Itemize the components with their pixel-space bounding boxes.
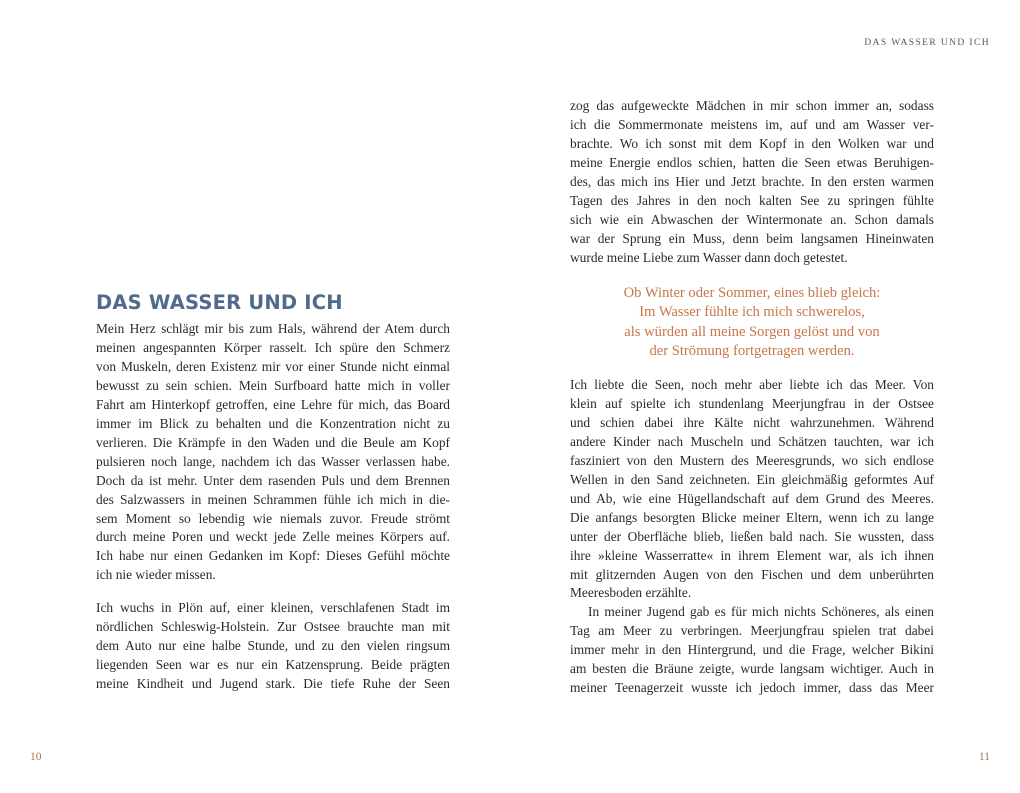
- text-line: Ich habe nur einen Gedanken im Kopf: Dieses Gefühl möchte: [96, 548, 450, 564]
- text-line: Mein Herz schlägt mir bis zum Hals, während der Atem durch: [96, 321, 450, 336]
- running-head: DAS WASSER UND ICH: [864, 38, 990, 48]
- text-line: pulsieren noch lange, nachdem ich das Wasser verlassen habe.: [96, 453, 450, 469]
- body-paragraph: [570, 376, 934, 698]
- text-line: fasziniert von den Mustern des Meeresgrunds, wo sich endlose: [570, 452, 934, 468]
- text-line: bewusst zu sein schien. Mein Surfboard hatte mich in voller: [96, 377, 450, 393]
- text-line: meiner Teenagerzeit wusste ich jedoch immer, dass das Meer: [570, 680, 934, 696]
- text-line: Doch da ist mehr. Unter dem rasenden Puls und dem Brennen: [96, 472, 450, 488]
- text-line: wurde meine Liebe zum Wasser dann doch getestet.: [570, 249, 848, 265]
- text-line: von Muskeln, deren Existenz mir vor einer Stunde nicht einmal: [96, 358, 450, 374]
- quote-line: der Strömung fortgetragen werden.: [649, 342, 855, 359]
- text-line: immer im Blick zu behalten und die Konzentration nicht zu: [96, 415, 450, 431]
- text-line: ihre »kleine Wasserratte« in ihrem Element war, als ich ihnen: [570, 547, 934, 563]
- text-line: unter der Oberfläche blieb, ließen bald nach. Sie wussten, dass: [570, 528, 934, 544]
- body-paragraph: [96, 320, 450, 585]
- text-line: Die anfangs besorgten Blicke meiner Eltern, wenn ich zu lange: [570, 509, 934, 525]
- pull-quote: [570, 284, 934, 361]
- right-page: [510, 0, 1020, 793]
- text-line: Tagen des Jahres in den noch kalten See zu springen fühlte: [570, 192, 934, 208]
- text-line: liegenden Seen war es nur ein Katzensprung. Beide prägten: [96, 656, 450, 672]
- quote-line: Ob Winter oder Sommer, eines blieb gleich:: [623, 285, 881, 301]
- text-line: dem Auto nur eine halbe Stunde, und zu den vielen ringsum: [96, 637, 450, 653]
- text-line: Wellen in den Sand zeichneten. Ein gleichmäßig geformtes Auf: [570, 471, 934, 487]
- text-line: ich die Sommermonate meistens im, auf und am Wasser ver-: [570, 116, 934, 132]
- text-line: nördlichen Schleswig-Holstein. Zur Ostsee brauchte man mit: [96, 618, 450, 634]
- text-line: Ich wuchs in Plön auf, einer kleinen, verschlafenen Stadt im: [96, 600, 450, 615]
- chapter-title: DAS WASSER UND ICH: [96, 291, 343, 314]
- text-line: andere Kinder nach Muscheln und Schätzen tauchten, war ich: [570, 433, 934, 449]
- text-line: und schien dabei ihre Kälte nicht wahrzunehmen. Während: [570, 414, 934, 430]
- text-line: meine Energie endlos schien, hatten die Seen etwas Beruhigen-: [570, 154, 934, 170]
- text-line: Fahrt am Hinterkopf getroffen, eine Lehre für mich, das Board: [96, 396, 450, 412]
- text-line: des Salzwassers in meinen Schrammen fühle ich mich in die-: [96, 491, 450, 507]
- quote-line: Im Wasser fühlte ich mich schwerelos,: [639, 304, 865, 321]
- text-line: und Ab, wie eine Hügellandschaft auf dem Grund des Meeres.: [570, 490, 934, 506]
- text-line: klein auf spielte ich stundenlang Meerjungfrau in der Ostsee: [570, 395, 934, 411]
- text-line: verlieren. Die Krämpfe in den Waden und die Beule am Kopf: [96, 434, 450, 450]
- text-line: meinen angespannten Körper rasselt. Ich spüre den Schmerz: [96, 339, 450, 355]
- text-line: immer mehr in den Hintergrund, und die Frage, welcher Bikini: [570, 642, 934, 658]
- text-line: am besten die Bräune zeigte, wurde langsam wichtiger. Auch in: [570, 661, 934, 677]
- text-line: war der Sprung ein Muss, denn beim langsamen Hineinwaten: [570, 230, 934, 246]
- text-line: durch meine Poren und weckt jede Zelle meines Körpers auf.: [96, 529, 450, 545]
- quote-line: als würden all meine Sorgen gelöst und von: [624, 323, 880, 340]
- text-line: sem Moment so lebendig wie niemals zuvor. Freude strömt: [96, 510, 450, 526]
- text-line: Meeresboden erzählte.: [570, 585, 692, 601]
- text-line: mit glitzernden Augen von den Fischen und dem unberührten: [570, 566, 934, 582]
- text-line: zog das aufgeweckte Mädchen in mir schon immer an, sodass: [570, 98, 934, 113]
- page-number: 11: [978, 751, 990, 763]
- text-line: des, das mich ins Hier und Jetzt brachte. In den ersten warmen: [570, 173, 934, 189]
- text-line: brachte. Wo ich sonst mit dem Kopf in den Wolken war und: [570, 135, 934, 151]
- text-line: In meiner Jugend gab es für mich nichts Schöneres, als einen: [588, 604, 934, 620]
- text-line: sich wie ein Abwaschen der Wintermonate an. Schon damals: [570, 211, 934, 227]
- text-line: Ich liebte die Seen, noch mehr aber liebte ich das Meer. Von: [570, 377, 934, 392]
- text-line: ich nie wieder missen.: [96, 567, 216, 583]
- text-line: Tag am Meer zu verbringen. Meerjungfrau spielen trat dabei: [570, 623, 934, 639]
- body-paragraph: [96, 599, 450, 694]
- page-number: 10: [30, 751, 42, 763]
- body-paragraph: [570, 97, 934, 268]
- text-line: meine Kindheit und Jugend stark. Die tiefe Ruhe der Seen: [96, 675, 450, 691]
